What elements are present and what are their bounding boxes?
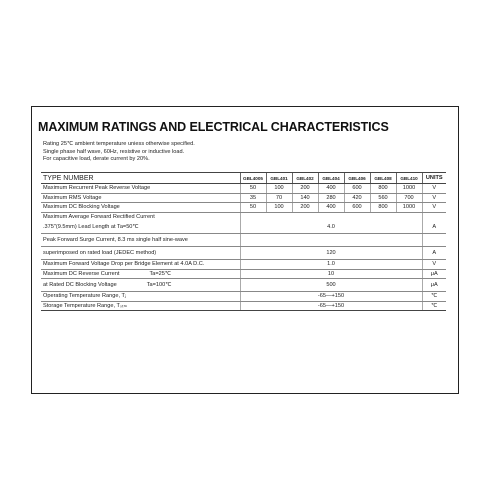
part-code: GBL406 (344, 173, 370, 184)
cell-value: 1000 (396, 184, 422, 194)
row-label (41, 269, 240, 279)
table-row (41, 234, 446, 247)
cell-unit: A (422, 247, 446, 260)
cell-value: 100 (266, 203, 292, 213)
units-header: UNITS (422, 173, 446, 184)
table-row (41, 212, 446, 221)
row-label: Storage Temperature Range, Tₛₜₘ (41, 301, 240, 311)
row-label: Operating Temperature Range, Tⱼ (41, 292, 240, 302)
cell-unit: ℃ (422, 301, 446, 311)
rating-notes (43, 141, 195, 164)
table-row (41, 193, 446, 203)
cell-value: 800 (370, 203, 396, 213)
row-label: Maximum RMS Voltage (41, 193, 240, 203)
row-label: Maximum DC Blocking Voltage (41, 203, 240, 213)
cell-value: 10 (240, 269, 422, 279)
table-row (41, 184, 446, 194)
type-number-header: TYPE NUMBER (41, 173, 240, 184)
table-row (41, 260, 446, 270)
cell-value: 1000 (396, 203, 422, 213)
table-row (41, 247, 446, 260)
row-label-text: at Rated DC Blocking Voltage (43, 282, 117, 288)
table-header-row (41, 173, 446, 184)
cell-value: 70 (266, 193, 292, 203)
part-code: GBL401 (266, 173, 292, 184)
part-code: GBL404 (318, 173, 344, 184)
part-code: GBL408 (370, 173, 396, 184)
cell-unit-empty (422, 212, 446, 221)
row-label-text: Maximum DC Reverse Current (43, 270, 120, 277)
condition-text: Ta=100℃ (146, 282, 172, 288)
row-label: Peak Forward Surge Current, 8.3 ms single half sine-wave (41, 234, 240, 247)
cell-value: 200 (292, 203, 318, 213)
cell-value: 100 (266, 184, 292, 194)
cell-value: 50 (240, 203, 266, 213)
note-line: Rating 25℃ ambient temperature uniess otherwise specified. (43, 141, 195, 147)
note-line: Single phase half wave, 60Hz, resistive or inductive load. (43, 148, 185, 155)
part-code: GBL410 (396, 173, 422, 184)
cell-value: 600 (344, 203, 370, 213)
cell-value: 4.0 (240, 221, 422, 234)
cell-value-empty (240, 212, 422, 221)
cell-value: 800 (370, 184, 396, 194)
cell-value: 120 (240, 247, 422, 260)
row-label: .375"(9.5mm) Lead Length at Ta=50℃ (41, 221, 240, 234)
ratings-table (41, 172, 446, 311)
condition-text: Ta=25℃ (149, 270, 172, 277)
cell-unit: V (422, 203, 446, 213)
part-code: GBL4005 (240, 173, 266, 184)
part-code: GBL402 (292, 173, 318, 184)
cell-unit: V (422, 193, 446, 203)
cell-unit: A (422, 221, 446, 234)
cell-value: 400 (318, 184, 344, 194)
cell-unit: V (422, 260, 446, 270)
page-title: MAXIMUM RATINGS AND ELECTRICAL CHARACTERISTICS (38, 120, 389, 134)
table-row (41, 221, 446, 234)
cell-value-empty (240, 234, 422, 247)
cell-value: 600 (344, 184, 370, 194)
table-row (41, 301, 446, 311)
cell-unit: μA (422, 269, 446, 279)
table-row (41, 279, 446, 292)
row-label (41, 279, 240, 292)
cell-unit-empty (422, 234, 446, 247)
table-row (41, 292, 446, 302)
cell-unit: ℃ (422, 292, 446, 302)
cell-value: 1.0 (240, 260, 422, 270)
cell-value: -65—+150 (240, 301, 422, 311)
cell-unit: V (422, 184, 446, 194)
cell-value: 280 (318, 193, 344, 203)
row-label: Maximum Average Forward Rectified Current (43, 213, 155, 220)
cell-unit: μA (422, 279, 446, 292)
cell-value: 400 (318, 203, 344, 213)
cell-value: 200 (292, 184, 318, 194)
cell-value: -65—+150 (240, 292, 422, 302)
row-label: Maximum Recurrent Peak Reverse Voltage (41, 184, 240, 194)
cell-value: 50 (240, 184, 266, 194)
cell-value: 420 (344, 193, 370, 203)
table-row (41, 269, 446, 279)
cell-value: 500 (240, 279, 422, 292)
cell-value: 560 (370, 193, 396, 203)
cell-value: 35 (240, 193, 266, 203)
row-label: superimposed on rated load (JEDEC method) (41, 247, 240, 260)
cell-value: 700 (396, 193, 422, 203)
cell-value: 140 (292, 193, 318, 203)
note-line: For capacitive load, derate current by 20%. (43, 156, 150, 163)
table-row (41, 203, 446, 213)
row-label: Maximum Forward Voltage Drop per Bridge Element at 4.0A D.C. (41, 260, 240, 270)
